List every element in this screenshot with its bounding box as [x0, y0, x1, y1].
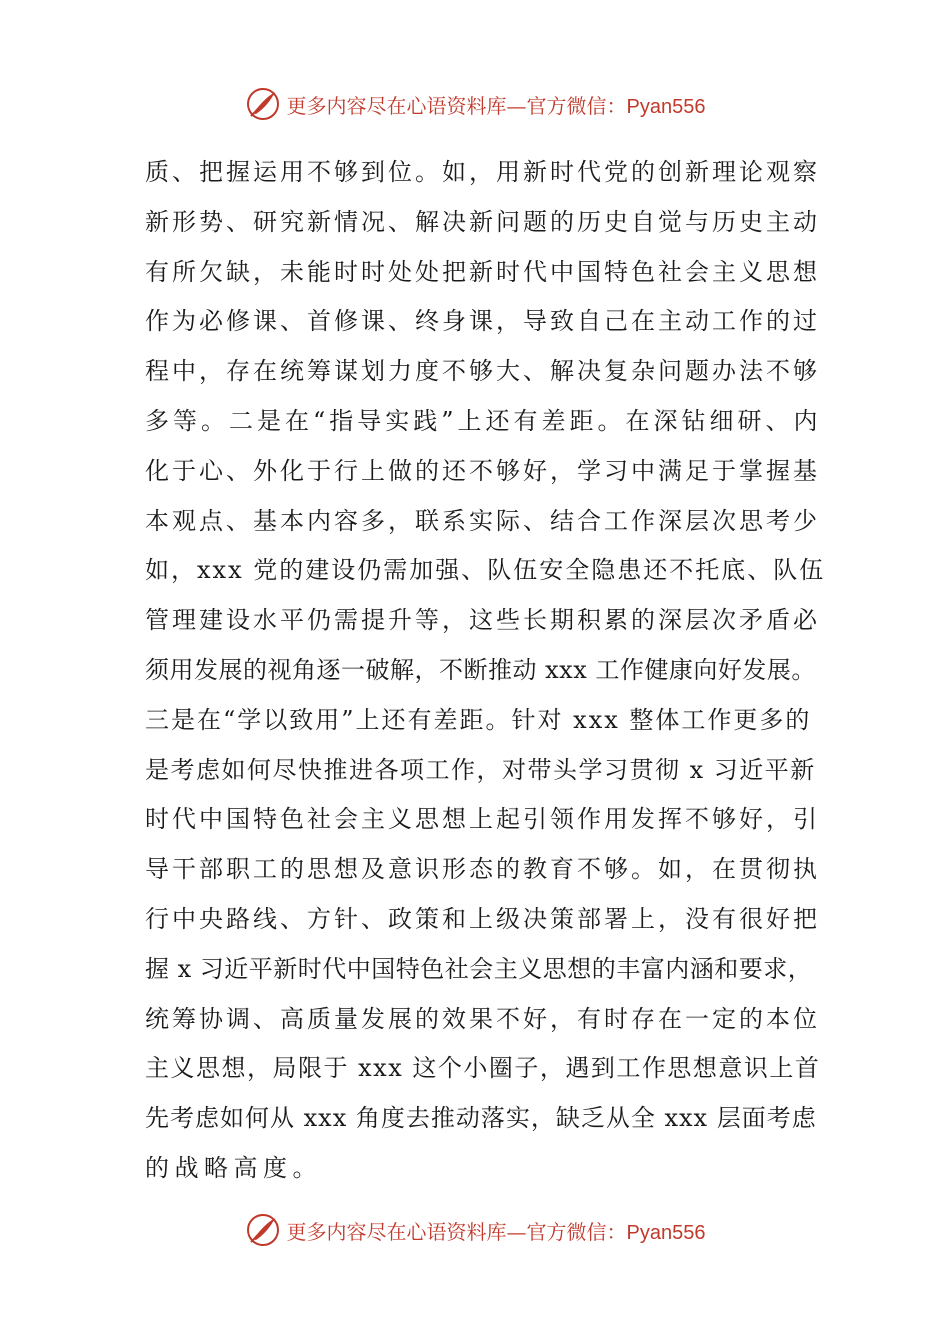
header-wechat-id: Pyan556 [626, 95, 706, 118]
paragraph-line: 作为必修课、首修课、终身课，导致自己在主动工作的过 [145, 307, 820, 336]
paragraph-line: 管理建设水平仍需提升等，这些长期积累的深层次矛盾必 [145, 606, 820, 635]
quill-pen-logo-icon [245, 1212, 281, 1248]
paragraph-line: 新形势、研究新情况、解决新问题的历史自觉与历史主动 [145, 207, 820, 236]
header-banner-text [287, 90, 706, 119]
paragraph-line: 如，xxx 党的建设仍需加强、队伍安全隐患还不托底、队伍 [145, 556, 826, 585]
header-banner [0, 84, 950, 124]
paragraph-line: 三是在“学以致用”上还有差距。针对 xxx 整体工作更多的 [145, 705, 812, 734]
footer-wechat-id: Pyan556 [626, 1221, 706, 1244]
paragraph-line: 主义思想，局限于 xxx 这个小圈子，遇到工作思想意识上首 [145, 1054, 821, 1083]
paragraph-line: 多等。二是在“指导实践”上还有差距。在深钻细研、内 [145, 406, 822, 435]
paragraph-line: 是考虑如何尽快推进各项工作，对带头学习贯彻 x 习近平新 [145, 755, 816, 784]
paragraph-line: 导干部职工的思想及意识形态的教育不够。如，在贯彻执 [145, 855, 820, 884]
paragraph-line: 统筹协调、高质量发展的效果不好，有时存在一定的本位 [145, 1004, 820, 1033]
footer-banner-text [287, 1216, 706, 1245]
quill-pen-logo-icon [245, 86, 281, 122]
paragraph-line: 的战略高度。 [145, 1153, 322, 1182]
paragraph-line: 时代中国特色社会主义思想上起引领作用发挥不够好，引 [145, 805, 820, 834]
footer-banner [0, 1210, 950, 1250]
paragraph-line: 须用发展的视角逐一破解，不断推动 xxx 工作健康向好发展。 [145, 655, 816, 684]
paragraph-line: 握 x 习近平新时代中国特色社会主义思想的丰富内涵和要求， [145, 954, 813, 983]
paragraph-line: 本观点、基本内容多，联系实际、结合工作深层次思考少 [145, 506, 820, 535]
header-banner-label: 更多内容尽在心语资料库—官方微信： [286, 93, 627, 118]
footer-banner-label: 更多内容尽在心语资料库—官方微信： [286, 1219, 627, 1244]
document-body [145, 148, 825, 1194]
paragraph-line: 有所欠缺，未能时时处处把新时代中国特色社会主义思想 [145, 257, 820, 286]
paragraph-line: 先考虑如何从 xxx 角度去推动落实，缺乏从全 xxx 层面考虑 [145, 1104, 817, 1133]
paragraph-line: 程中，存在统筹谋划力度不够大、解决复杂问题办法不够 [145, 357, 820, 386]
paragraph-line: 质、把握运用不够到位。如，用新时代党的创新理论观察 [145, 158, 820, 186]
paragraph-line: 行中央路线、方针、政策和上级决策部署上，没有很好把 [145, 904, 820, 933]
paragraph-line: 化于心、外化于行上做的还不够好，学习中满足于掌握基 [145, 456, 820, 485]
